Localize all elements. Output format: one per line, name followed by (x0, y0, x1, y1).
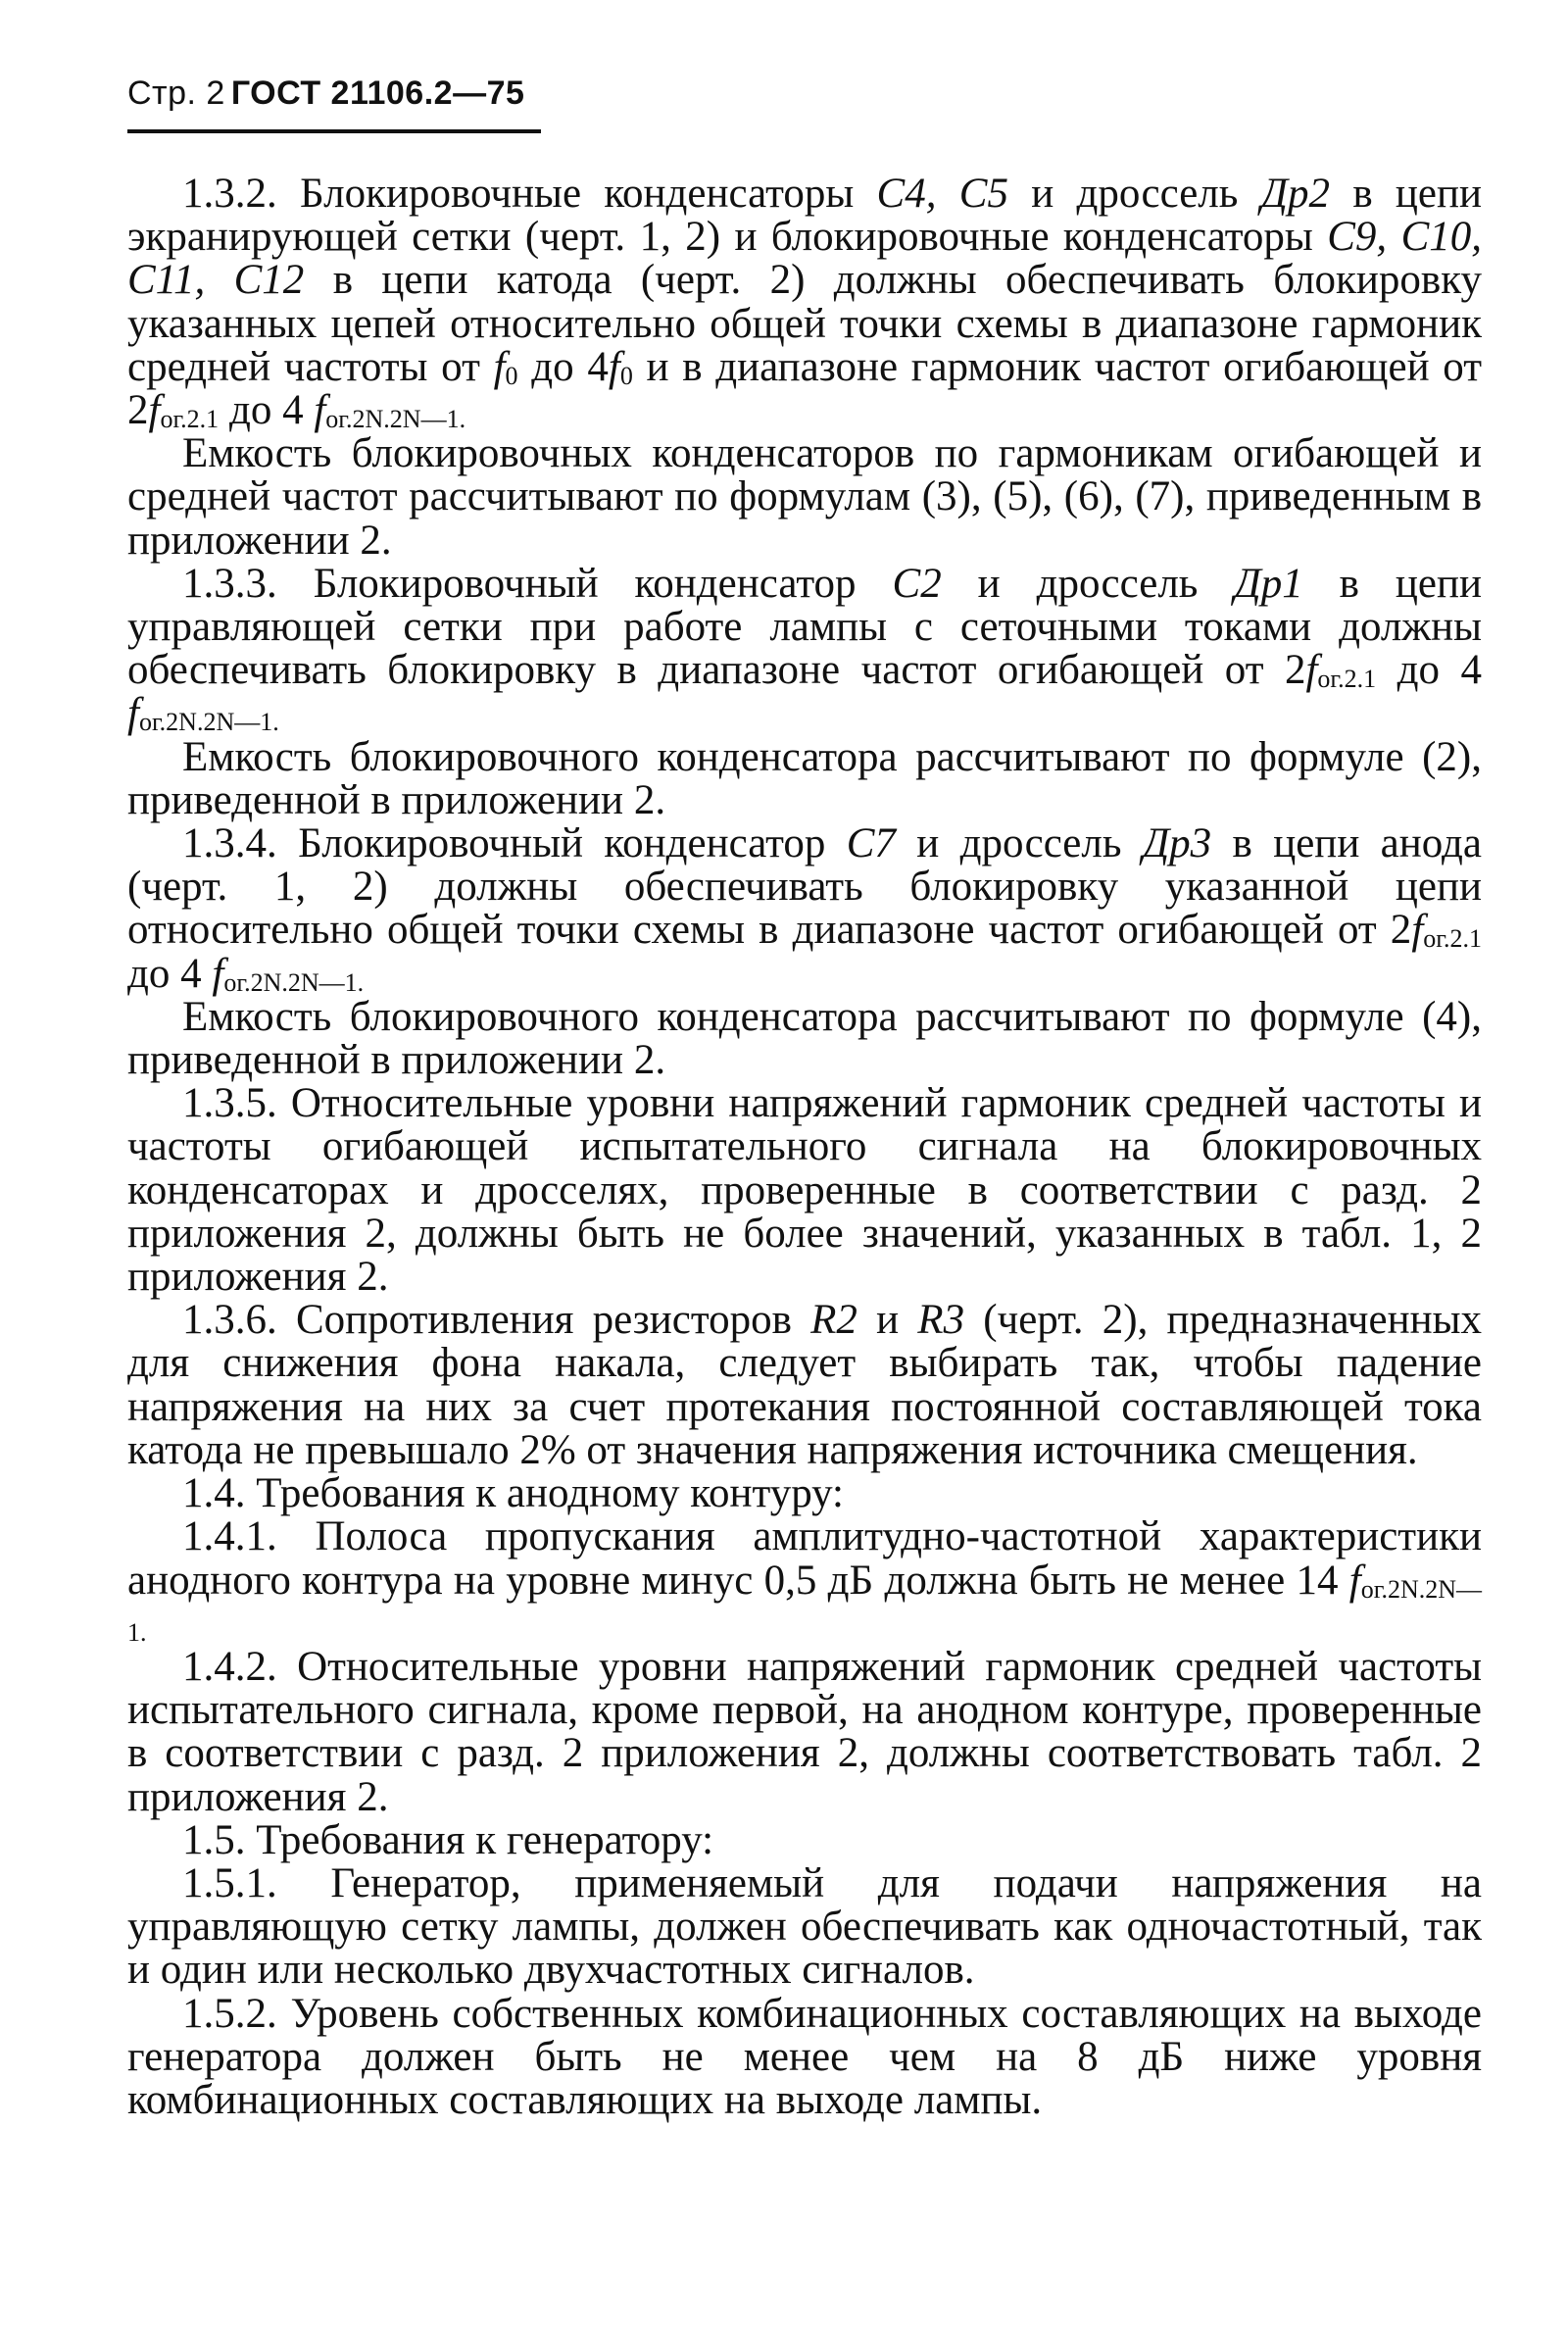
paragraph-1-3-6 (127, 1299, 1482, 1472)
symbol-f: f (1411, 907, 1424, 954)
symbol-r2: R2 (810, 1297, 858, 1344)
subscript: ог.2.1 (1423, 924, 1482, 954)
symbol-c4: С4, (876, 171, 937, 217)
text: и дроссель (977, 560, 1199, 607)
text: и дроссель (916, 820, 1122, 867)
paragraph-1-4-2: 1.4.2. Относительные уровни напряжений гармоник средней частоты испытательного сигнала, кроме первой, на анодном контуре, проверенные в соответствии с разд. 2 приложения 2, должны соответствовать табл. 2 приложения 2. (127, 1643, 1482, 1820)
text: 1.4.1. Полоса пропускания амплитудно-частотной характеристики анодного контура на уровне минус 0,5 дБ должна быть не менее 14 (127, 1513, 1482, 1604)
text: до 4 (127, 950, 202, 997)
text: до 4 (1396, 647, 1482, 694)
symbol-f: f (314, 387, 326, 434)
text: до 4 (228, 387, 304, 434)
text: 1.3.6. Сопротивления резисторов (182, 1297, 792, 1344)
text: в цепи управляющей сетки при работе лампы с сеточными токами должны обеспечивать блокировку в диапазоне частот огибающей от 2 (127, 560, 1483, 694)
symbol-c5: С5 (958, 171, 1008, 217)
header-rule (127, 129, 541, 133)
text: и в диапазоне гармоник частот огибающей от 2 (127, 343, 1483, 434)
paragraph-1-3-5: 1.3.5. Относительные уровни напряжений гармоник средней частоты и частоты огибающей испытательного сигнала на блокировочных конденсаторах и дросселях, проверенные в соответствии с разд. 2 приложения 2, должны быть не более значений, указанных в табл. 1, 2 приложения 2. (127, 1080, 1482, 1301)
text: 1.3.4. Блокировочный конденсатор (182, 820, 826, 867)
symbol-dr1: Др1 (1234, 560, 1303, 607)
paragraph-1-5: 1.5. Требования к генератору: (182, 1816, 714, 1863)
subscript: ог.2N.2N—1. (127, 1574, 1483, 1647)
symbol-dr3: Др3 (1142, 820, 1212, 867)
paragraph-capacitance-2: Емкость блокировочного конденсатора рассчитывают по формуле (2), приведенной в приложении 2. (127, 733, 1482, 823)
paragraph-capacitance-3: Емкость блокировочного конденсатора рассчитывают по формуле (4), приведенной в приложении 2. (127, 993, 1482, 1084)
subscript: ог.2.1 (1317, 665, 1377, 694)
text: до 4 (531, 343, 609, 390)
text: (черт. 2), предназначенных для снижения фона накала, следует выбирать так, чтобы падение напряжения на них за счет протекания постоянной составляющей тока катода не превышало 2% от значения напряжения источника смещения. (127, 1297, 1483, 1473)
paragraph-1-4-1 (127, 1515, 1482, 1646)
document-body (127, 173, 1482, 2122)
page-number: Стр. 2 (127, 74, 225, 112)
symbol-f: f (212, 950, 224, 997)
paragraph-capacitance-1: Емкость блокировочных конденсаторов по гармоникам огибающей и средней частот рассчитывают по формулам (3), (5), (6), (7), приведенным в приложении 2. (127, 430, 1482, 564)
symbol-c2: С2 (892, 560, 942, 607)
symbol-dr2: Др2 (1260, 171, 1331, 217)
text: в цепи катода (черт. 2) должны обеспечивать блокировку указанных цепей относительно общей точки схемы в диапазоне гармоник средней частоты от (127, 257, 1483, 390)
subscript: ог.2N.2N—1. (223, 967, 365, 997)
symbol-r3: R3 (917, 1297, 965, 1344)
paragraph-1-3-3 (127, 560, 1483, 737)
subscript: 0 (505, 361, 518, 390)
paragraph-1-5-2: 1.5.2. Уровень собственных комбинационных составляющих на выходе генератора должен быть не менее чем на 8 дБ ниже уровня комбинационных составляющих на выходе лампы. (127, 1990, 1482, 2123)
subscript: ог.2N.2N—1. (138, 708, 279, 737)
text: и (876, 1297, 900, 1344)
subscript: 0 (619, 361, 633, 390)
paragraph-1-3-2 (127, 173, 1482, 432)
symbol-f: f (1305, 647, 1318, 694)
paragraph-1-3-4 (127, 822, 1482, 996)
subscript: ог.2.1 (160, 405, 220, 434)
symbol-f: f (1348, 1557, 1361, 1604)
paragraph-1-5-1: 1.5.1. Генератор, применяемый для подачи напряжения на управляющую сетку лампы, должен обеспечивать как одночастотный, так и один или несколько двухчастотных сигналов. (127, 1859, 1482, 1994)
symbol-c9-c12: С9, С10, С11, С12 (127, 214, 1482, 304)
symbol-f: f (608, 343, 620, 390)
text: 1.3.3. Блокировочный конденсатор (182, 560, 857, 607)
standard-number: ГОСТ 21106.2—75 (230, 74, 525, 112)
symbol-f: f (127, 690, 139, 737)
symbol-f: f (148, 387, 161, 434)
symbol-c7: С7 (846, 820, 896, 867)
text: в цепи экранирующей сетки (черт. 1, 2) и блокировочные конденсаторы (127, 171, 1483, 261)
text: в цепи анода (черт. 1, 2) должны обеспечивать блокировку указанной цепи относительно общей точки схемы в диапазоне частот огибающей от 2 (127, 820, 1483, 954)
text: 1.3.2. Блокировочные конденсаторы (182, 171, 855, 217)
paragraph-1-4: 1.4. Требования к анодному контуру: (182, 1470, 845, 1517)
symbol-f: f (493, 343, 506, 390)
subscript: ог.2N.2N—1. (325, 405, 466, 434)
text: и дроссель (1031, 171, 1239, 217)
page-header (127, 74, 524, 113)
